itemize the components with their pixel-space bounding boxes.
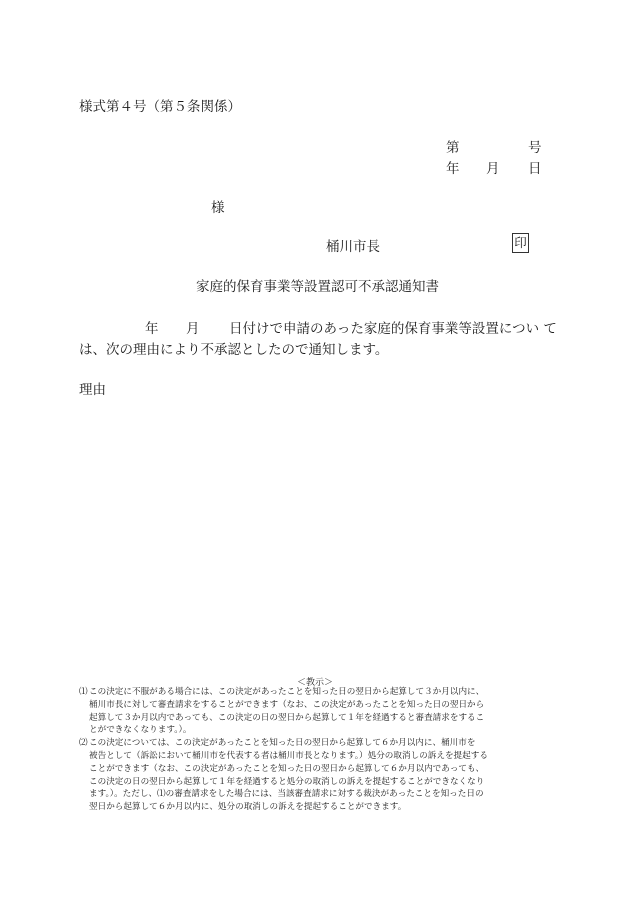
- instruction-text: この決定については、この決定があったことを知った日の翌日から起算して６か月以内に、桶川市を 被告として（訴訟において桶川市を代表する者は桶川市長となります。）処分の取消しの訴えを提起する ことができます（なお、この決定があったことを知った日の翌日から起算して６か月以内であっても、 この決定の日の翌日から起算して１年を経過すると処分の取消しの訴えを提起することができなくなり ます。）。ただし、⑴の審査請求をした場合には、当該審査請求に対する裁決があったことを知った日の 翌日から起算して６か月以内に、処分の取消しの訴えを提起することができます。: [89, 738, 488, 813]
- date-day: 日: [528, 161, 542, 177]
- instructions-title: ＜教示＞: [296, 678, 333, 688]
- body-line1: 日付けで申請のあった家庭的保育事業等設置につい て: [229, 321, 557, 337]
- doc-number-suffix: 号: [528, 140, 542, 156]
- instruction-number: ⑵: [79, 738, 88, 749]
- body-year: 年: [145, 321, 159, 337]
- body-line2: は、次の理由により不承認としたので通知します。: [79, 342, 389, 358]
- instructions-list: [79, 686, 559, 814]
- form-number: 様式第４号（第５条関係）: [79, 99, 241, 115]
- seal-mark: 印: [512, 233, 529, 253]
- date-year: 年: [446, 161, 460, 177]
- date-month: 月: [486, 161, 500, 177]
- body-month: 月: [186, 321, 200, 337]
- instruction-text: この決定に不服がある場合には、この決定があったことを知った日の翌日から起算して３か月以内に、 桶川市長に対して審査請求をすることができます（なお、この決定があったことを知った日の翌日から 起算して３か月以内であっても、この決定の日の翌日から起算して１年を経過すると審査請求をするこ とができなくなります。）。: [89, 687, 485, 736]
- addressee-suffix: 様: [211, 200, 225, 216]
- issuer-name: 桶川市長: [326, 239, 380, 255]
- doc-number-prefix: 第: [446, 140, 460, 156]
- instruction-item: [79, 737, 559, 814]
- document-title: 家庭的保育事業等設置認可不承認通知書: [196, 279, 439, 295]
- reason-label: 理由: [79, 382, 106, 398]
- instruction-number: ⑴: [79, 687, 88, 697]
- instruction-item: [79, 686, 559, 737]
